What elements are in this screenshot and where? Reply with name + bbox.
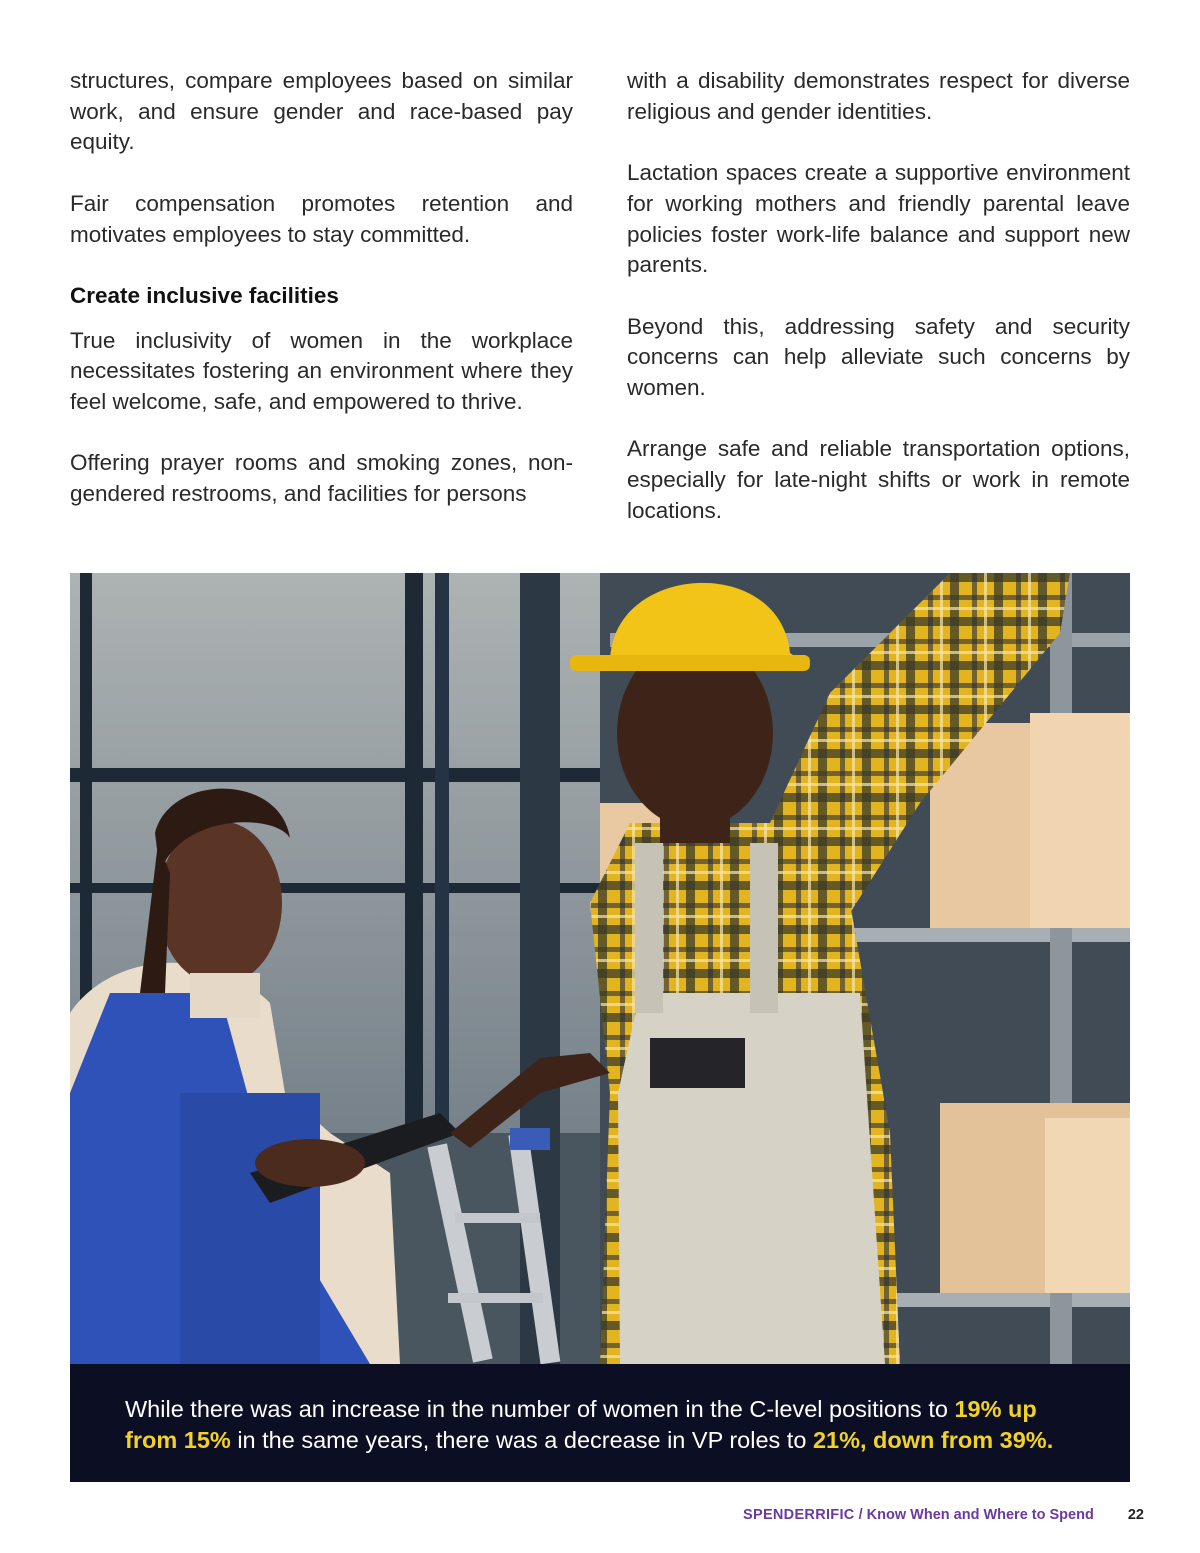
- right-column: [627, 66, 1130, 557]
- left-column: [70, 66, 573, 540]
- right-paragraph-1: with a disability demonstrates respect for diverse religious and gender identities.: [627, 68, 1130, 124]
- left-paragraph-1: structures, compare employees based on similar work, and ensure gender and race-based pay equity.: [70, 68, 573, 155]
- banner-highlight-1: 19% up from 15%: [125, 1396, 1037, 1453]
- footer-brand: SPENDERRIFIC: [743, 1507, 855, 1523]
- warehouse-workers-photo: [70, 573, 1130, 1364]
- right-paragraph-4: Arrange safe and reliable transportation options, especially for late-night shifts or work in remote locations.: [627, 436, 1130, 523]
- banner-highlight-2: 21%, down from 39%.: [812, 1427, 1054, 1453]
- banner-text-2: in the same years, there was a decrease in VP roles to: [230, 1427, 813, 1453]
- banner-text-1: While there was an increase in the number of women in the C-level positions to: [125, 1396, 955, 1422]
- section-heading: Create inclusive facilities: [70, 282, 339, 308]
- footer-tagline: Know When and Where to Spend: [866, 1507, 1094, 1523]
- right-paragraph-2: Lactation spaces create a supportive environment for working mothers and friendly parental leave policies foster work-life balance and support new parents.: [627, 160, 1130, 278]
- left-paragraph-2: Fair compensation promotes retention and motivates employees to stay committed.: [70, 190, 573, 247]
- page-number: 22: [1127, 1507, 1144, 1523]
- right-paragraph-3: Beyond this, addressing safety and security concerns can help alleviate such concerns by women.: [627, 313, 1130, 400]
- left-paragraph-3: True inclusivity of women in the workplace necessitates fostering an environment where they feel welcome, safe, and empowered to thrive.: [70, 327, 573, 414]
- footer-separator: /: [858, 1507, 863, 1523]
- stat-callout-banner: [70, 1364, 1130, 1482]
- page-footer: [743, 1505, 1144, 1525]
- left-paragraph-4: Offering prayer rooms and smoking zones, non-gendered restrooms, and facilities for persons: [70, 450, 573, 507]
